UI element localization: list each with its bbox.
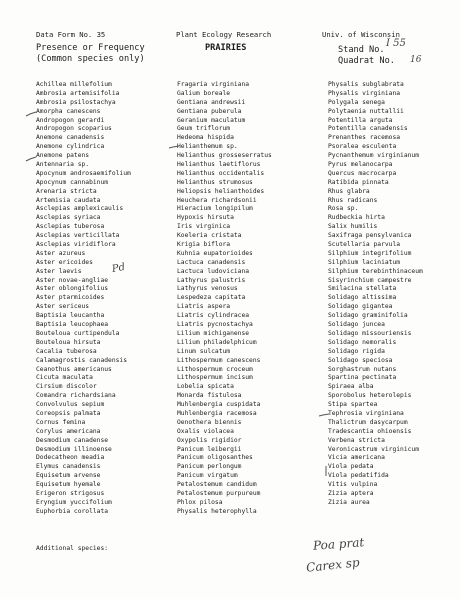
species-entry: Smilacina stellata <box>328 285 397 293</box>
species-entry: Aster ericoides <box>36 258 93 266</box>
species-entry: Hypoxis hirsuta <box>177 214 234 222</box>
species-entry: Lactuca ludoviciana <box>177 267 250 275</box>
species-entry: Viola pedatifida <box>328 472 389 480</box>
species-entry: Sisyrinchium campestre <box>328 276 412 284</box>
species-entry: Arenaria stricta <box>36 187 97 195</box>
species-entry: Asclepias viridiflora <box>36 241 116 249</box>
species-entry: Solidago rigida <box>328 347 385 355</box>
species-entry: Geranium maculatum <box>177 116 246 124</box>
species-entry: Rosa sp. <box>328 205 359 213</box>
species-entry: Spiraea alba <box>328 383 374 391</box>
species-entry: Panicum perlongum <box>177 463 242 471</box>
form-title-line-1: Presence or Frequency <box>36 43 145 53</box>
species-entry: Solidago graminifolia <box>328 312 408 320</box>
species-entry: Lithospermum croceum <box>177 365 253 373</box>
species-entry: Erigeron strigosus <box>36 489 105 497</box>
species-column-1 <box>36 81 131 517</box>
species-entry: Iris virginica <box>177 223 231 231</box>
species-entry: Verbena stricta <box>328 436 385 444</box>
species-entry: Solidago juncea <box>328 321 385 329</box>
species-entry: Zizia aurea <box>328 498 370 506</box>
species-entry: Gentiana andrewsii <box>177 98 246 106</box>
species-entry: Lilium michiganense <box>177 329 250 337</box>
species-entry: Silphium laciniatum <box>328 258 401 266</box>
species-entry: Liatris aspera <box>177 303 231 311</box>
species-entry: Koeleria cristata <box>177 232 242 240</box>
check-mark-icon <box>322 465 330 477</box>
species-entry: Helianthus occidentalis <box>177 169 265 177</box>
species-entry: Thalictrum dasycarpum <box>328 418 408 426</box>
species-entry: Rhus radicans <box>328 196 378 204</box>
species-entry: Lithospermum canescens <box>177 356 261 364</box>
species-entry: Dodecatheon meadia <box>36 454 105 462</box>
species-entry: Elymus canadensis <box>36 463 101 471</box>
species-entry: Tradescantia ohioensis <box>328 427 412 435</box>
species-entry: Achillea millefolium <box>36 81 112 88</box>
species-entry: Silphium terebinthinaceum <box>328 267 423 275</box>
form-title-line-2: (Common species only) <box>36 54 145 64</box>
species-entry: Solidago altissima <box>328 294 397 302</box>
species-entry: Helianthus strumosus <box>177 178 253 186</box>
handwritten-note-1: Poa prat <box>312 535 365 553</box>
species-entry: Physalis virginiana <box>328 89 401 97</box>
quadrat-label: Quadrat No. <box>338 56 395 66</box>
species-entry: Prenanthes racemosa <box>328 134 401 142</box>
species-entry: Scutellaria parvula <box>328 241 401 249</box>
species-entry: Panicum oligosanthes <box>177 454 253 462</box>
species-entry: Muhlenbergia cuspidata <box>177 401 261 409</box>
species-entry: Asclepias amplexicaulis <box>36 205 124 213</box>
form-number: Data Form No. 35 <box>36 30 106 39</box>
species-entry: Panicum leibergii <box>177 445 242 453</box>
species-entry: Heliopsis helianthoides <box>177 187 265 195</box>
additional-species-label: Additional species: <box>36 545 109 552</box>
species-entry: Rhus glabra <box>328 187 370 195</box>
species-entry: Hedeoma hispida <box>177 134 234 142</box>
species-entry: Solidago missouriensis <box>328 329 412 337</box>
species-entry: Helianthemum sp. <box>177 143 238 151</box>
species-entry: Ambrosia artemisifolia <box>36 89 120 97</box>
species-entry: Geum triflorum <box>177 125 231 133</box>
stand-label: Stand No. <box>338 45 385 55</box>
species-entry: Pyrus melanocarpa <box>328 161 393 169</box>
species-entry: Pycnanthemum virginianum <box>328 152 419 160</box>
species-entry: Panicum virgatum <box>177 472 238 480</box>
species-entry: Heuchera richardsonii <box>177 196 257 204</box>
species-entry: Convolvulus sepium <box>36 401 105 409</box>
species-entry: Bouteloua hirsuta <box>36 338 101 346</box>
species-entry: Asclepias tuberosa <box>36 223 105 231</box>
species-entry: Sorghastrum nutans <box>328 365 397 373</box>
species-entry: Antennaria sp. <box>36 161 90 169</box>
species-entry: Potentilla arguta <box>328 116 393 124</box>
species-entry: Cicuta maculata <box>36 374 93 382</box>
species-entry: Physalis heterophylla <box>177 507 257 515</box>
species-entry: Helianthus grosseserratus <box>177 152 272 160</box>
species-entry: Veronicastrum virginicum <box>328 445 419 453</box>
check-mark-icon <box>168 144 180 152</box>
species-entry: Cacalia tuberosa <box>36 347 97 355</box>
species-entry: Desmodium illinoense <box>36 445 112 453</box>
species-entry: Euphorbia corollata <box>36 507 109 515</box>
species-entry: Helianthus laetiflorus <box>177 161 261 169</box>
species-entry: Solidago gigantea <box>328 303 393 311</box>
species-entry: Potentilla canadensis <box>328 125 408 133</box>
species-entry: Psoralea esculenta <box>328 143 397 151</box>
species-entry: Cirsium discolor <box>36 383 97 391</box>
species-entry: Muhlenbergia racemosa <box>177 409 257 417</box>
species-entry: Lactuca canadensis <box>177 258 246 266</box>
species-entry: Cornus femina <box>36 418 86 426</box>
species-entry: Anemone cylindrica <box>36 143 105 151</box>
species-entry: Fragaria virginiana <box>177 81 250 88</box>
species-entry: Petalostemum purpureum <box>177 489 261 497</box>
species-entry: Apocynum androsaemifolium <box>36 169 131 177</box>
species-entry: Silphium integrifolium <box>328 249 412 257</box>
species-entry: Solidago speciosa <box>328 356 393 364</box>
species-entry: Liatris cylindracea <box>177 312 250 320</box>
species-entry: Gentiana puberula <box>177 107 242 115</box>
species-entry: Ratibida pinnata <box>328 178 389 186</box>
species-entry: Quercus macrocarpa <box>328 169 397 177</box>
species-entry: Stipa spartea <box>328 401 378 409</box>
species-entry: Asclepias verticillata <box>36 232 120 240</box>
species-entry: Eryngium yuccifolium <box>36 498 112 506</box>
species-entry: Baptisia leucophaea <box>36 321 109 329</box>
species-entry: Lilium philadelphicum <box>177 338 257 346</box>
species-entry: Artemisia caudata <box>36 196 101 204</box>
handwritten-pd: Pd <box>111 261 126 276</box>
species-entry: Oxypolis rigidior <box>177 436 242 444</box>
species-entry: Spartina pectinata <box>328 374 397 382</box>
species-entry: Asclepias syriaca <box>36 214 101 222</box>
species-column-3 <box>328 81 423 508</box>
species-entry: Ambrosia psilostachya <box>36 98 116 106</box>
species-entry: Polytaenia nuttallii <box>328 107 404 115</box>
check-mark-icon <box>25 156 37 164</box>
species-entry: Anemone patens <box>36 152 90 160</box>
species-entry: Hieracium longipilum <box>177 205 253 213</box>
species-entry: Aster novae-angliae <box>36 276 109 284</box>
species-entry: Saxifraga pensylvanica <box>328 232 412 240</box>
species-entry: Aster oblongifolius <box>36 285 109 293</box>
check-mark-icon <box>318 412 330 420</box>
species-entry: Liatris pycnostachya <box>177 321 253 329</box>
species-entry: Lathyrus palustris <box>177 276 246 284</box>
university-name: Univ. of Wisconsin <box>322 30 400 39</box>
species-entry: Linum sulcatum <box>177 347 231 355</box>
species-entry: Lathyrus venosus <box>177 285 238 293</box>
species-entry: Rudbeckia hirta <box>328 214 385 222</box>
species-entry: Equisetum arvense <box>36 472 101 480</box>
species-entry: Kuhnia eupatorioides <box>177 249 253 257</box>
species-entry: Polygala senega <box>328 98 385 106</box>
species-entry: Solidago nemoralis <box>328 338 397 346</box>
species-entry: Aster laevis <box>36 267 82 275</box>
species-entry: Vicia americana <box>328 454 385 462</box>
species-entry: Anemone canadensis <box>36 134 105 142</box>
species-entry: Desmodium canadense <box>36 436 109 444</box>
species-entry: Krigia biflora <box>177 241 231 249</box>
species-entry: Aster azureus <box>36 249 86 257</box>
species-entry: Viola pedata <box>328 463 374 471</box>
species-entry: Amorpha canescens <box>36 107 101 115</box>
species-entry: Equisetum hyemale <box>36 481 101 489</box>
species-entry: Corylus americana <box>36 427 101 435</box>
quadrat-value-handwritten: 16 <box>410 55 422 65</box>
species-column-2 <box>177 81 272 517</box>
species-entry: Ceanothus americanus <box>36 365 112 373</box>
species-entry: Comandra richardsiana <box>36 392 116 400</box>
check-mark-icon <box>25 111 37 119</box>
handwritten-note-2: Carex sp <box>305 555 361 575</box>
species-entry: Calamagrostis canadensis <box>36 356 127 364</box>
species-entry: Galium boreale <box>177 89 231 97</box>
species-entry: Baptisia leucantha <box>36 312 105 320</box>
species-entry: Tephrosia virginiana <box>328 409 404 417</box>
species-entry: Zizia aptera <box>328 489 374 497</box>
page-title: PRAIRIES <box>205 43 247 53</box>
lab-name: Plant Ecology Research <box>176 30 272 39</box>
species-entry: Salix humilis <box>328 223 378 231</box>
species-entry: Vitis vulpina <box>328 481 378 489</box>
species-entry: Lobelia spicata <box>177 383 234 391</box>
species-entry: Lespedeza capitata <box>177 294 246 302</box>
species-entry: Aster sericeus <box>36 303 90 311</box>
species-entry: Aster ptarmicoides <box>36 294 105 302</box>
species-entry: Bouteloua curtipendula <box>36 329 120 337</box>
species-entry: Lithospermum incisum <box>177 374 253 382</box>
species-entry: Phlox pilosa <box>177 498 223 506</box>
species-entry: Andropogon scoparius <box>36 125 112 133</box>
species-entry: Sporobolus heterolepis <box>328 392 412 400</box>
species-entry: Petalostemum candidum <box>177 481 257 489</box>
species-entry: Coreopsis palmata <box>36 409 101 417</box>
species-entry: Monarda fistulosa <box>177 392 242 400</box>
species-entry: Physalis subglabrata <box>328 81 404 88</box>
stand-value-handwritten: I 55 <box>386 38 406 49</box>
species-entry: Oenothera biennis <box>177 418 242 426</box>
species-entry: Andropogon gerardi <box>36 116 105 124</box>
species-entry: Apocynum cannabinum <box>36 178 109 186</box>
species-entry: Oxalis violacea <box>177 427 234 435</box>
